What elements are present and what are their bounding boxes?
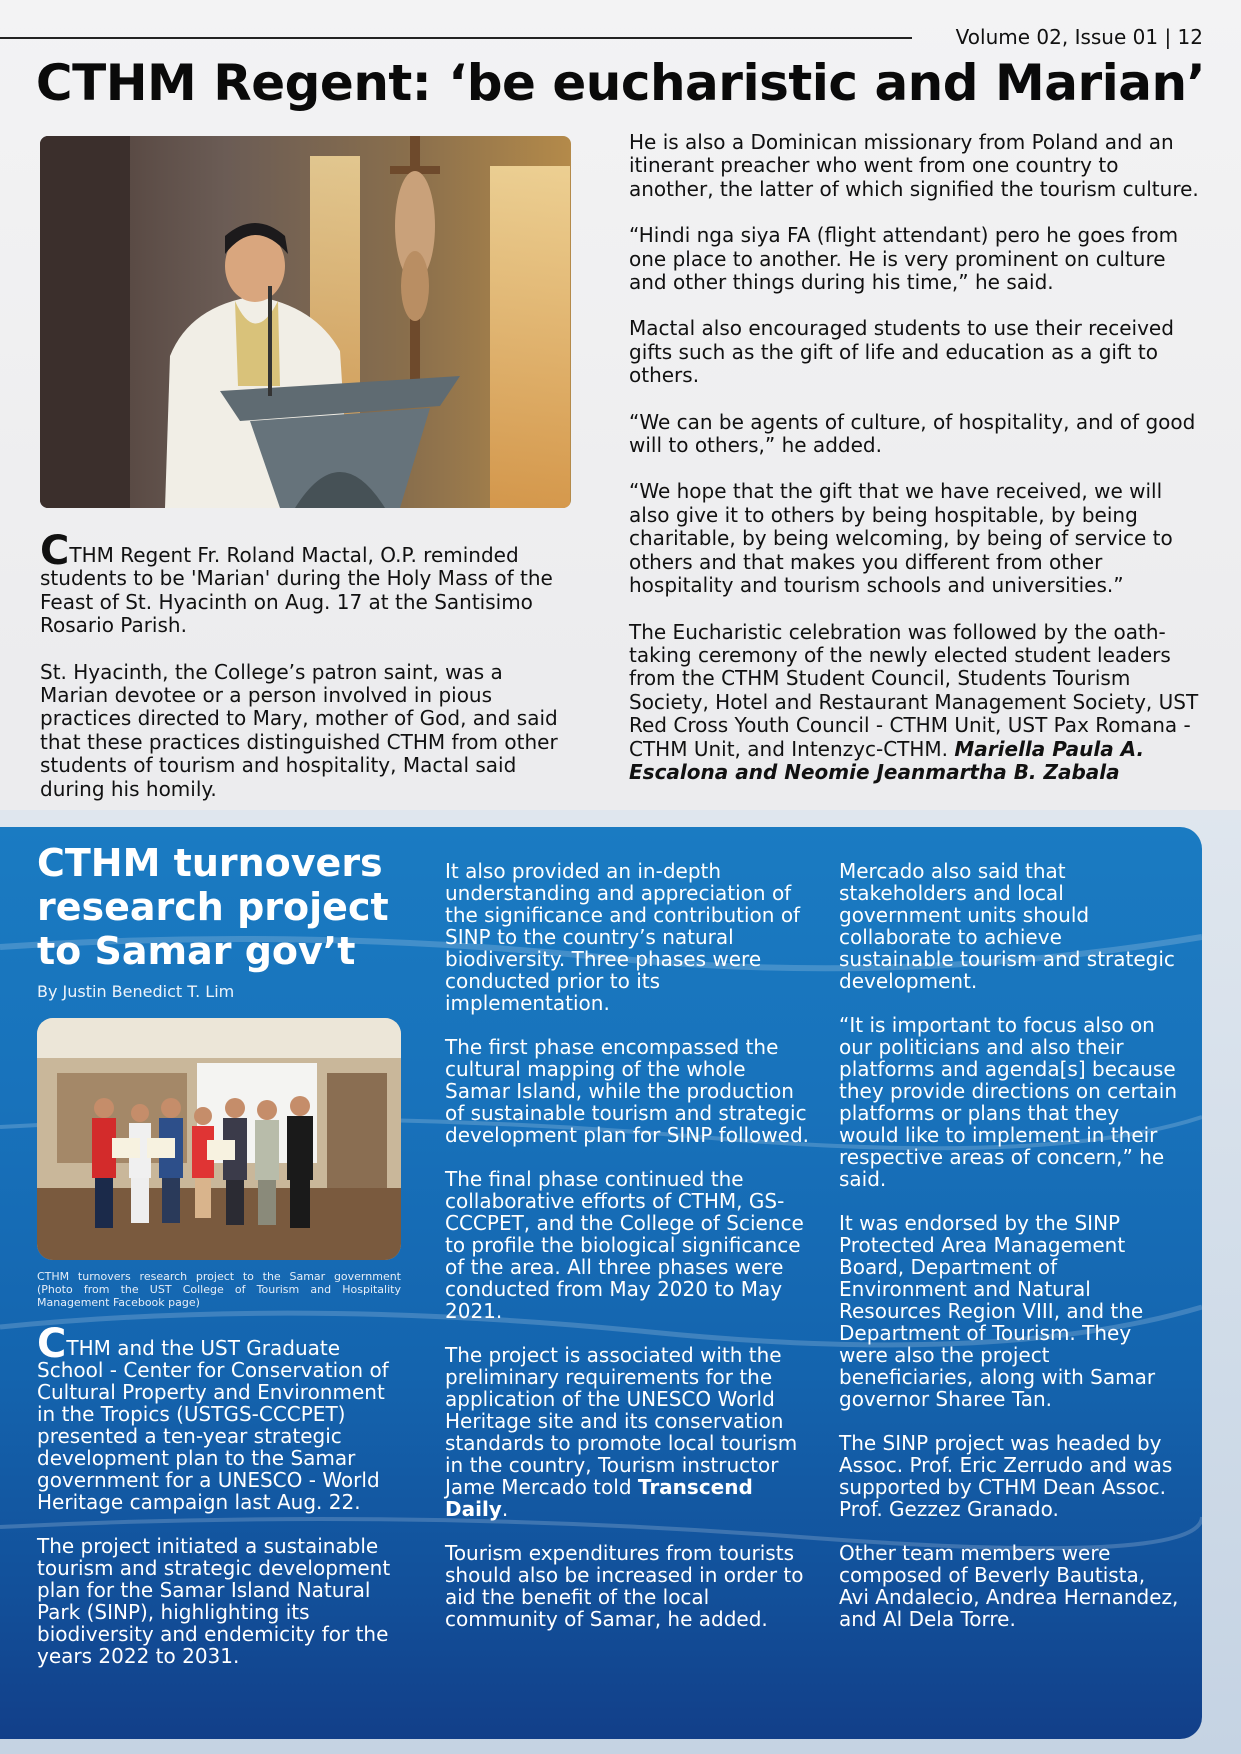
- story2-paragraph: The first phase encompassed the cultural mapping of the whole Samar Island, while the production of sustainable tourism and strategic development plan for SINP followed.: [445, 1035, 810, 1147]
- turnover-ceremony-photo: [37, 1018, 401, 1260]
- publication-name: Transcend Daily: [445, 1475, 753, 1521]
- story2-paragraph: The final phase continued the collaborative efforts of CTHM, GS-CCCPET, and the College of Science to profile the biological significance of the area. All three phases were conducted from May 2020 to May 2021.: [445, 1167, 804, 1323]
- story1-paragraph: Mactal also encouraged students to use their received gifts such as the gift of life and education as a gift to others.: [629, 316, 1174, 388]
- story1-paragraph: “Hindi nga siya FA (flight attendant) pero he goes from one place to another. He is very prominent on culture and other things during his time,” he said.: [629, 223, 1179, 295]
- story2-paragraph: “It is important to focus also on our politicians and also their platforms and agenda[s] because they provide directions on certain platforms or plans that they would like to implement in their respective areas of concern,” he said.: [839, 1013, 1178, 1191]
- story2-paragraph: Tourism expenditures from tourists should also be increased in order to aid the benefit of the local community of Samar, he added.: [445, 1541, 804, 1631]
- story1-paragraph: He is also a Dominican missionary from Poland and an itinerant preacher who went from one country to another, the latter of which signified the tourism culture.: [629, 130, 1199, 201]
- drop-cap: C: [40, 528, 70, 574]
- story2-paragraph: Mercado also said that stakeholders and local government units should collaborate to achieve sustainable tourism and strategic development.: [839, 859, 1175, 993]
- header-rule: [0, 37, 912, 39]
- story1-paragraph: [629, 621, 1204, 785]
- story2-column-3: [839, 860, 1179, 1630]
- story2-headline: CTHM turnovers research project to Samar gov’t: [37, 841, 389, 973]
- story1-byline: Mariella Paula A. Escalona and Neomie Jeanmartha B. Zabala: [629, 736, 1145, 784]
- story2-paragraph: The SINP project was headed by Assoc. Prof. Eric Zerrudo and was supported by CTHM Dean Assoc. Prof. Gezzez Granado.: [839, 1431, 1173, 1521]
- story1-paragraph-text: THM Regent Fr. Roland Mactal, O.P. reminded students to be 'Marian' during the Holy Mass of the Feast of St. Hyacinth on Aug. 17 at the Santisimo Rosario Parish.: [40, 543, 553, 638]
- photo-caption: CTHM turnovers research project to the Samar government (Photo from the UST College of Tourism and Hospitality Management Facebook page): [37, 1270, 401, 1309]
- story1-paragraph: St. Hyacinth, the College’s patron saint, was a Marian devotee or a person involved in pious practices directed to Mary, mother of God, and said that these practices distinguished CTHM from other students of tourism and hospitality, Mactal said during his homily.: [40, 659, 558, 801]
- story2-column-1: [37, 1321, 407, 1668]
- story2-paragraph: [37, 1321, 407, 1514]
- story2-paragraph: [445, 1344, 810, 1520]
- story2-paragraph-text: .: [501, 1497, 509, 1521]
- story1-paragraph-text: The Eucharistic celebration was followed by the oath-taking ceremony of the newly elected student leaders from the CTHM Student Council, Students Tourism Society, Hotel and Restaurant Management Society, UST Red Cross Youth Council - CTHM Unit, UST Pax Romana - CTHM Unit, and Intenzyc-CTHM.: [629, 619, 1199, 761]
- story2-paragraph: It was endorsed by the SINP Protected Area Management Board, Department of Environment and Natural Resources Region VIII, and the Department of Tourism. They were also the project beneficiaries, along with Samar governor Sharee Tan.: [839, 1211, 1156, 1411]
- story2-paragraph: It also provided an in-depth understanding and appreciation of the significance and contribution of SINP to the country’s natural biodiversity. Three phases were conducted prior to its implementation.: [445, 859, 801, 1015]
- story2-column-2: [445, 860, 810, 1630]
- story2-paragraph-text: The project is associated with the preliminary requirements for the application of the UNESCO World Heritage site and its conservation standards to promote local tourism in the country, Tourism instructor Jame Mercado told: [445, 1343, 798, 1499]
- story1-headline: CTHM Regent: ‘be eucharistic and Marian’: [35, 54, 1206, 112]
- story1-paragraph: “We can be agents of culture, of hospitality, and of good will to others,” he added.: [629, 409, 1196, 458]
- story2-paragraph-text: THM and the UST Graduate School - Center for Conservation of Cultural Property and Environment in the Tropics (USTGS-CCCPET) presented a ten-year strategic development plan to the Samar government for a UNESCO - World Heritage campaign last Aug. 22.: [37, 1336, 389, 1514]
- story1-left-column: [40, 528, 560, 801]
- priest-at-lectern-photo: [40, 136, 571, 508]
- story2-paragraph: The project initiated a sustainable tourism and strategic development plan for the Samar Island Natural Park (SINP), highlighting its biodiversity and endemicity for the years 2022 to 2031.: [37, 1534, 391, 1668]
- drop-cap: C: [37, 1321, 67, 1367]
- issue-label: Volume 02, Issue 01 | 12: [955, 25, 1203, 49]
- story1-paragraph: [40, 528, 560, 638]
- story1-paragraph: “We hope that the gift that we have received, we will also give it to others by being hospitable, by being charitable, by being welcoming, by being of service to others and that makes you different from other hospitality and tourism schools and universities.”: [629, 479, 1173, 598]
- story2-paragraph: Other team members were composed of Beverly Bautista, Avi Andalecio, Andrea Hernandez, and Al Dela Torre.: [839, 1541, 1179, 1631]
- story1-right-column: [629, 131, 1204, 784]
- story2-byline: By Justin Benedict T. Lim: [37, 982, 235, 1001]
